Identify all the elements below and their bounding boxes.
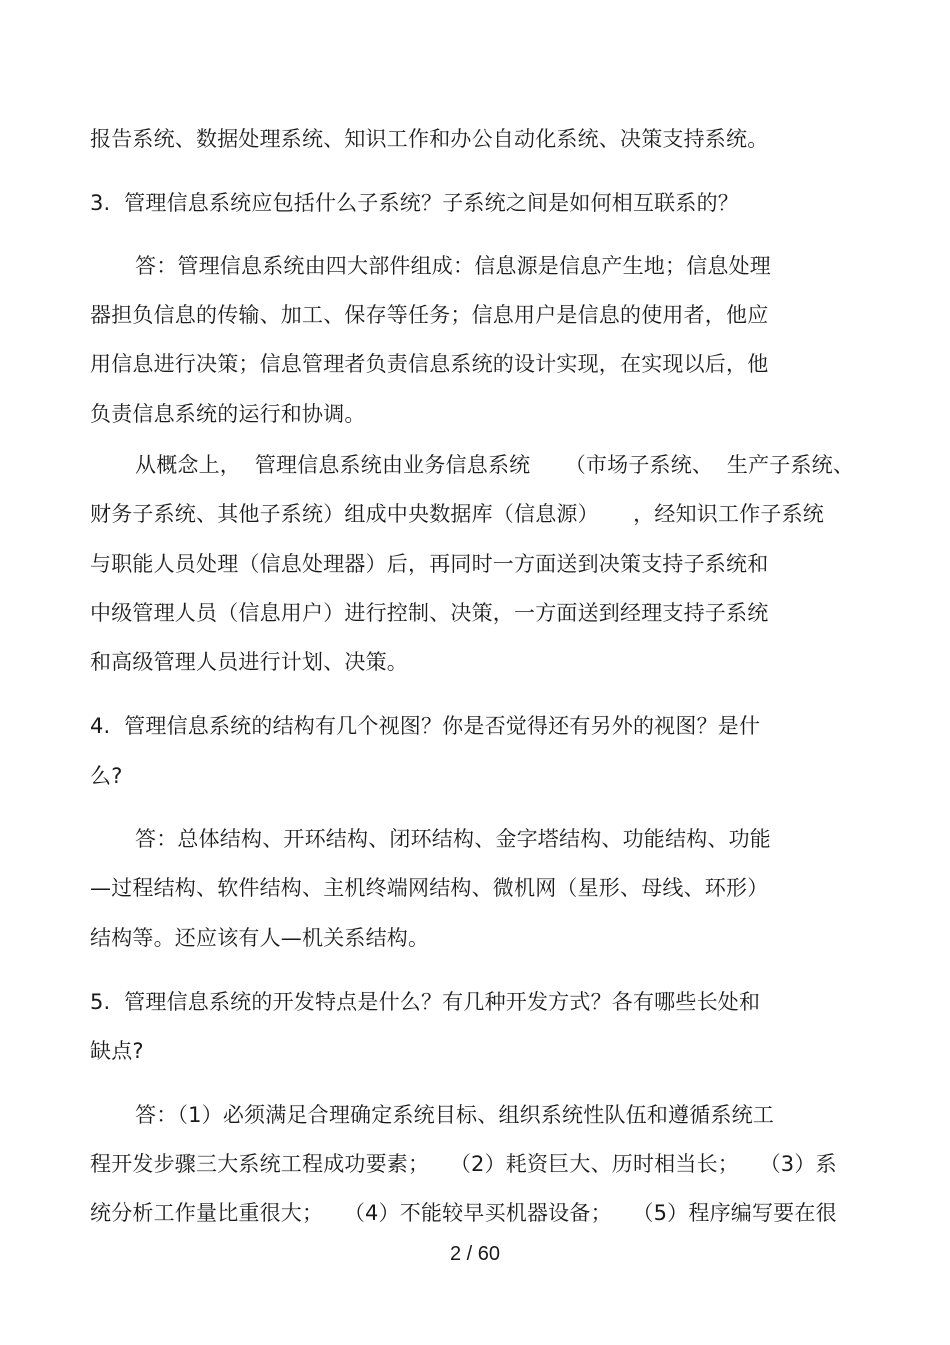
answer-3-line-3: 用信息进行决策；信息管理者负责信息系统的设计实现，在实现以后，他 <box>90 352 769 376</box>
question-3: 3. 管理信息系统应包括什么子系统？子系统之间是如何相互联系的？ <box>90 191 739 215</box>
answer-3-para2-line-1: 从概念上， 管理信息系统由业务信息系统 （市场子系统、 生产子系统、 <box>135 453 855 477</box>
answer-3-para2-line-5: 和高级管理人员进行计划、决策。 <box>90 650 408 674</box>
answer-4-line-3: 结构等。还应该有人—机关系结构。 <box>90 926 430 950</box>
answer-4-line-1: 答：总体结构、开环结构、闭环结构、金字塔结构、功能结构、功能 <box>135 827 771 851</box>
answer-5-line-2: 程开发步骤三大系统工程成功要素； （2）耗资巨大、历时相当长； （3）系 <box>90 1152 837 1176</box>
question-4-line-2: 么? <box>90 764 123 788</box>
answer-3-para2-line-2: 财务子系统、其他子系统）组成中央数据库（信息源） ，经知识工作子系统 <box>90 502 824 526</box>
page-number: 2 / 60 <box>449 1243 501 1265</box>
answer-5-line-3: 统分析工作量比重很大； （4）不能较早买机器设备； （5）程序编写要在很 <box>90 1201 837 1225</box>
question-4-line-1: 4. 管理信息系统的结构有几个视图？你是否觉得还有另外的视图？是什 <box>90 714 761 738</box>
answer-5-line-1: 答：（1）必须满足合理确定系统目标、组织系统性队伍和遵循系统工 <box>135 1103 775 1127</box>
answer-3-line-2: 器担负信息的传输、加工、保存等任务；信息用户是信息的使用者，他应 <box>90 303 769 327</box>
question-5-line-2: 缺点? <box>90 1039 144 1063</box>
text-line-1: 报告系统、数据处理系统、知识工作和办公自动化系统、决策支持系统。 <box>90 127 769 151</box>
answer-3-line-4: 负责信息系统的运行和协调。 <box>90 402 366 426</box>
answer-3-para2-line-3: 与职能人员处理（信息处理器）后，再同时一方面送到决策支持子系统和 <box>90 552 769 576</box>
answer-3-line-1: 答：管理信息系统由四大部件组成：信息源是信息产生地；信息处理 <box>135 254 771 278</box>
question-5-line-1: 5. 管理信息系统的开发特点是什么？有几种开发方式？各有哪些长处和 <box>90 990 761 1014</box>
answer-4-line-2: —过程结构、软件结构、主机终端网结构、微机网（星形、母线、环形） <box>90 876 769 900</box>
answer-3-para2-line-4: 中级管理人员（信息用户）进行控制、决策，一方面送到经理支持子系统 <box>90 601 769 625</box>
